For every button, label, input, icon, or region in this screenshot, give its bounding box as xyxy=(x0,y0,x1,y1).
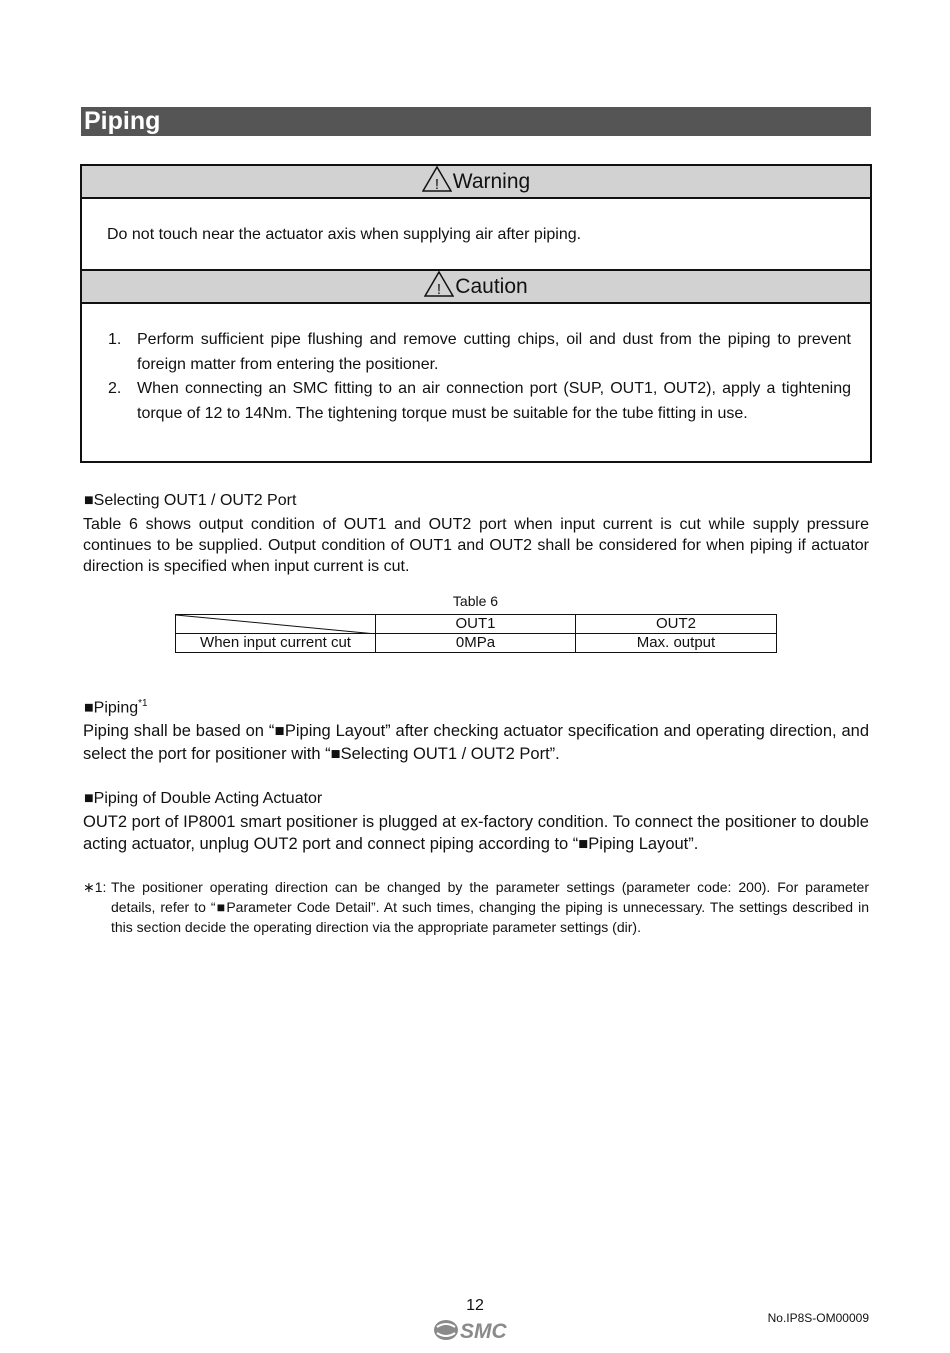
footnote-mark: ∗1: xyxy=(83,879,107,895)
caution-item: 1. Perform sufficient pipe flushing and remove cutting chips, oil and dust from the piping to prevent foreign matter from entering the positioner. xyxy=(108,331,851,373)
output-condition-table xyxy=(175,614,777,653)
piping-text: Piping shall be based on “■Piping Layout” after checking actuator specification and operating direction, and select the port for positioner with “■Selecting OUT1 / OUT2 Port”. xyxy=(83,722,869,763)
section-title: Piping xyxy=(81,107,871,136)
caution-item: 2. When connecting an SMC fitting to an air connection port (SUP, OUT1, OUT2), apply a tightening torque of 12 to 14Nm. The tightening torque must be suitable for the tube fitting in use. xyxy=(108,380,851,422)
diagonal-line xyxy=(176,615,376,634)
footnote-text: The positioner operating direction can be changed by the parameter settings (parameter code: 200). For parameter details, refer to “■Parameter Code Detail”. At such times, changing the piping is unnecessary. The settings described in this section decide the operating direction via the appropriate parameter settings (dir). xyxy=(111,879,869,935)
svg-text:!: ! xyxy=(437,281,442,297)
footnote xyxy=(83,877,869,937)
header-out2: OUT2 xyxy=(576,615,777,634)
selecting-heading: ■Selecting OUT1 / OUT2 Port xyxy=(84,492,297,509)
smc-logo xyxy=(433,1317,513,1348)
row-label: When input current cut xyxy=(176,634,376,653)
svg-text:!: ! xyxy=(434,176,439,192)
document-number: No.IP8S-OM00009 xyxy=(767,1311,869,1325)
warning-triangle-icon xyxy=(422,166,452,192)
warning-title: Warning xyxy=(452,170,531,193)
double-acting-text: OUT2 port of IP8001 smart positioner is plugged at ex-factory condition. To connect the positioner to double acting actuator, unplug OUT2 port and connect piping according to “■Piping Layout”. xyxy=(83,813,869,853)
warning-text: Do not touch near the actuator axis when supplying air after piping. xyxy=(107,226,582,243)
double-acting-heading: ■Piping of Double Acting Actuator xyxy=(84,790,323,807)
piping-heading: ■Piping$^{*1}$ xyxy=(84,698,148,717)
table-row xyxy=(176,634,777,653)
cell-out1: 0MPa xyxy=(376,634,576,653)
footnote-ref: *1 xyxy=(138,698,148,709)
caution-title: Caution xyxy=(455,275,528,298)
selecting-text: Table 6 shows output condition of OUT1 and OUT2 port when input current is cut while supply pressure continues to be supplied. Output condition of OUT1 and OUT2 shall be considered for when piping if actuator direction is specified when input current is cut. xyxy=(83,516,869,575)
header-out1: OUT1 xyxy=(376,615,576,634)
warning-header xyxy=(82,166,870,199)
cell-out2: Max. output xyxy=(576,634,777,653)
smc-logo-icon xyxy=(433,1317,513,1343)
table-caption: Table 6 xyxy=(452,593,499,609)
caution-list xyxy=(82,304,870,426)
svg-text:SMC: SMC xyxy=(460,1320,507,1343)
caution-triangle-icon xyxy=(424,271,454,297)
caution-header xyxy=(82,269,870,304)
notice-box xyxy=(80,164,872,463)
diagonal-corner-cell xyxy=(176,615,376,634)
table-header-row xyxy=(176,615,777,634)
page-number: 12 xyxy=(466,1297,484,1314)
